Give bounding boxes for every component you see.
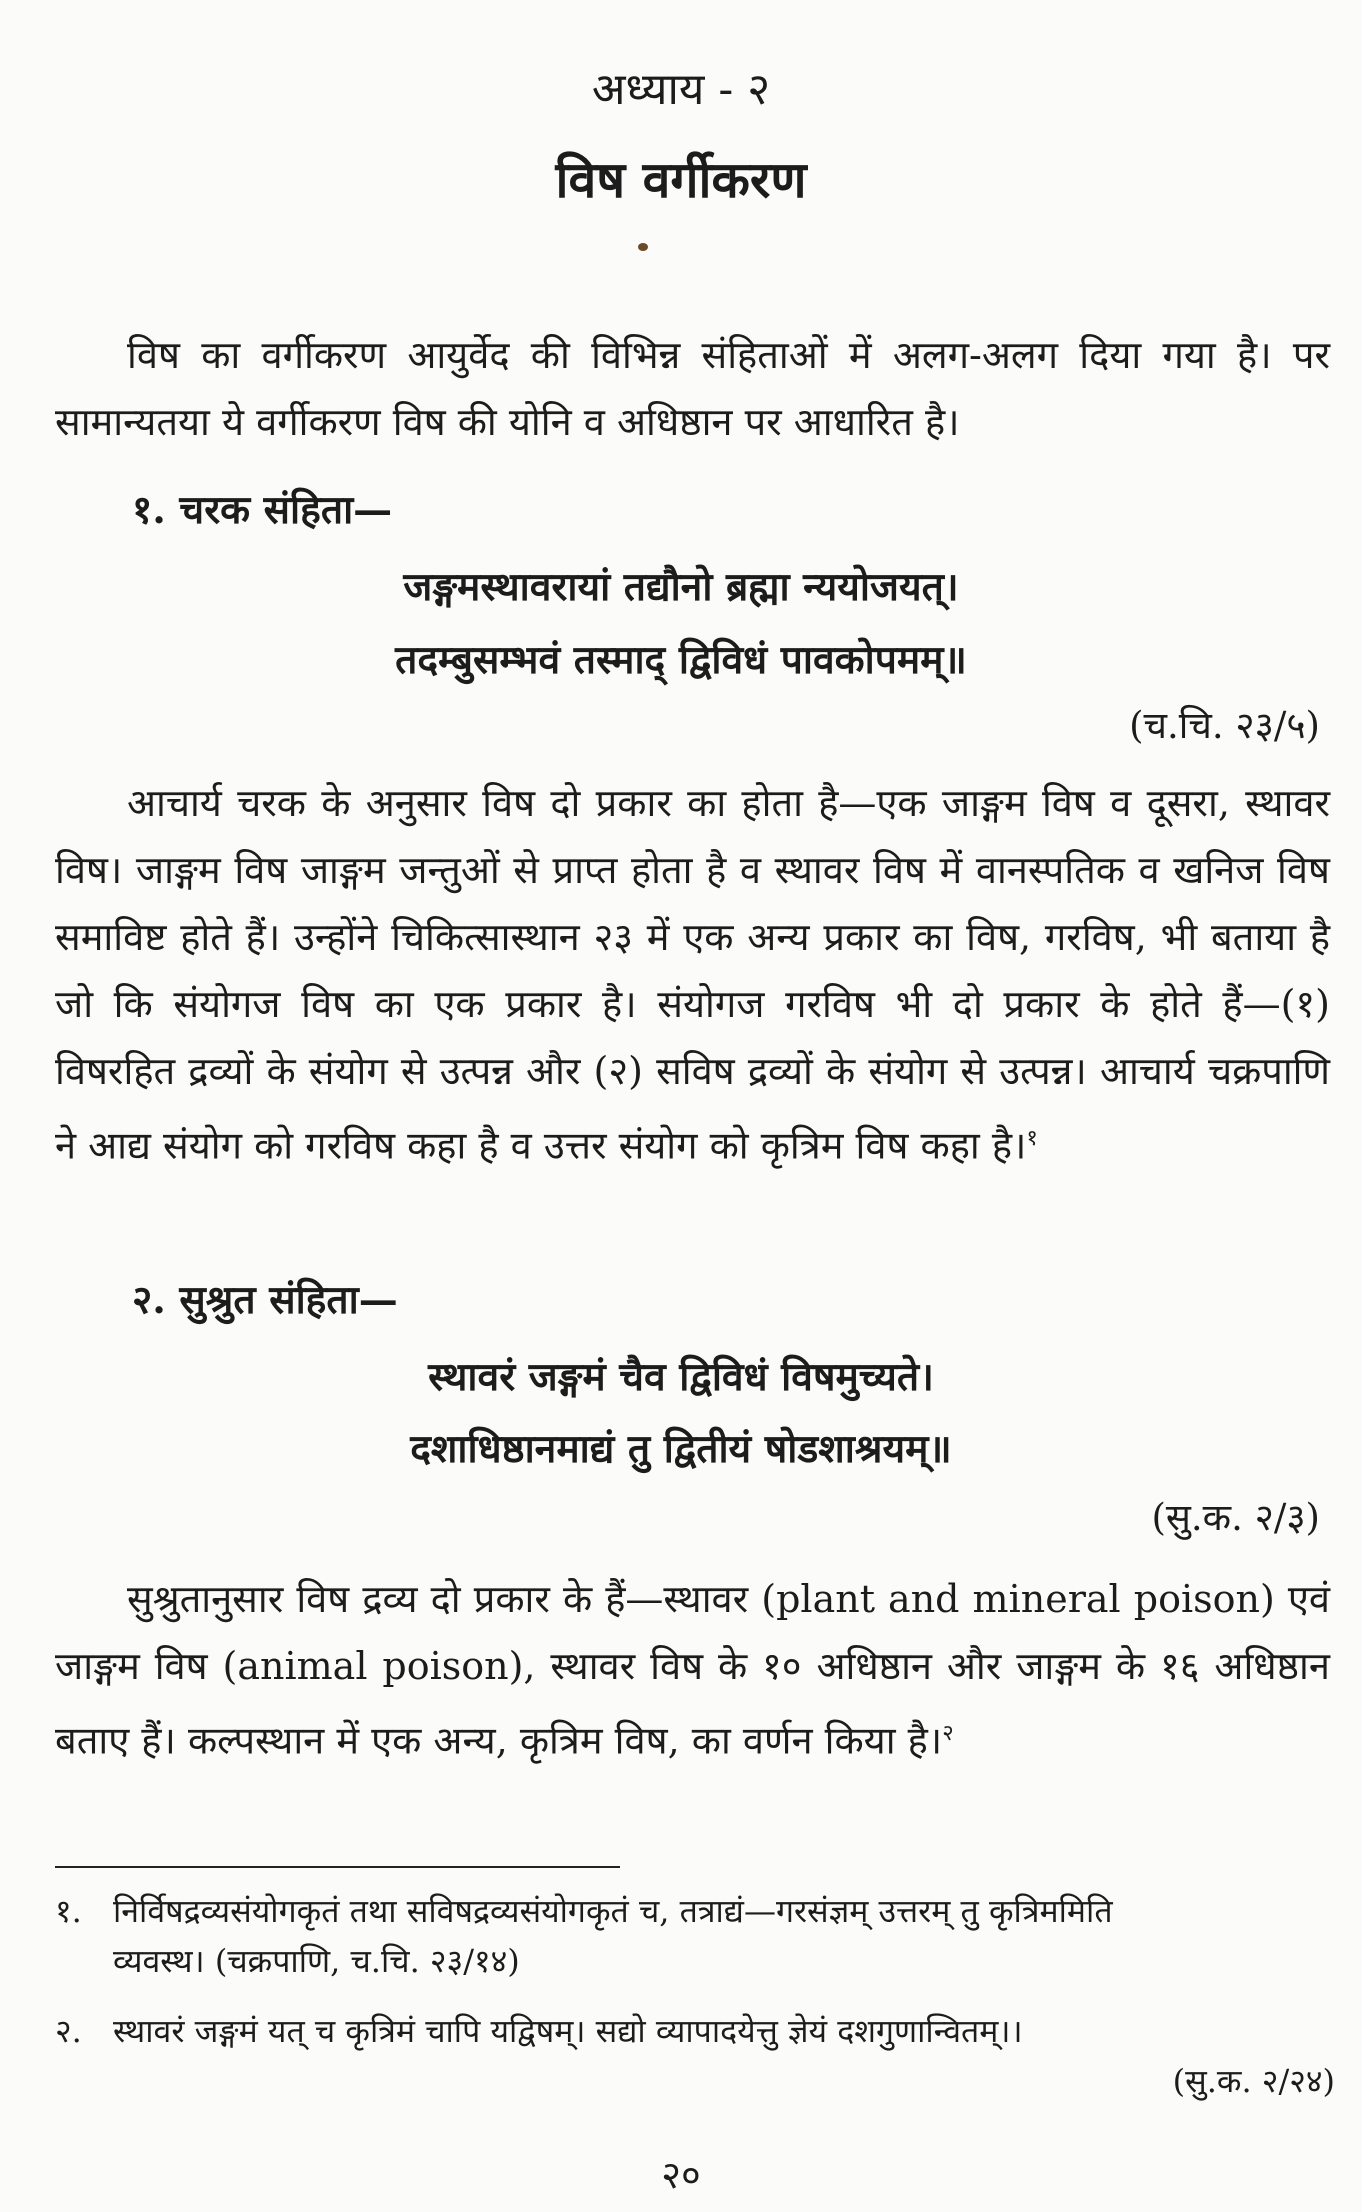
ink-speck bbox=[638, 243, 648, 251]
intro-paragraph bbox=[55, 322, 1330, 456]
chapter-label: अध्याय - २ bbox=[591, 64, 771, 115]
footnote-reference: (सु.क. २/२४) bbox=[1172, 2062, 1335, 2100]
footnote-text: स्थावरं जङ्गमं यत् च कृत्रिमं चापि यद्विषम्। सद्यो व्यापादयेत्तु ज्ञेयं दशगुणान्वितम्।। bbox=[113, 2012, 1023, 2050]
footnote-text: निर्विषद्रव्यसंयोगकृतं तथा सविषद्रव्यसंयोगकृतं च, तत्राद्यं—गरसंज्ञम् उत्तरम् तु कृत्रिममिति bbox=[113, 1892, 1113, 1930]
footnote-divider bbox=[55, 1866, 620, 1868]
charaka-text: आचार्य चरक के अनुसार विष दो प्रकार का होता है—एक जाङ्गम विष व दूसरा, स्थावर विष। जाङ्गम विष जाङ्गम जन्तुओं से प्राप्त होता है व स्थावर विष में वानस्पतिक व खनिज विष समाविष्ट होते हैं। उन्होंने चिकित्सास्थान २३ में एक अन्य प्रकार का विष, गरविष, भी बताया है जो कि संयोगज विष का एक प्रकार है। संयोगज गरविष भी दो प्रकार के होते हैं—(१) विषरहित द्रव्यों के संयोग से उत्पन्न और (२) सविष द्रव्यों के संयोग से उत्पन्न। आचार्य चक्रपाणि ने आद्य संयोग को गरविष कहा है व उत्तर संयोग को कृत्रिम विष कहा है। bbox=[55, 781, 1330, 1168]
footnote-1 bbox=[55, 1886, 1335, 1986]
verse-line: तदम्बुसम्भवं तस्माद् द्विविधं पावकोपमम्॥ bbox=[395, 637, 967, 683]
section-heading-charaka: १. चरक संहिता— bbox=[132, 487, 393, 533]
verse-line: दशाधिष्ठानमाद्यं तु द्वितीयं षोडशाश्रयम्॥ bbox=[410, 1426, 952, 1472]
intro-text: विष का वर्गीकरण आयुर्वेद की विभिन्न संहिताओं में अलग-अलग दिया गया है। पर सामान्यतया ये वर्गीकरण विष की योनि व अधिष्ठान पर आधारित है। bbox=[55, 333, 1330, 444]
verse-line: जङ्गमस्थावरायां तद्यौनो ब्रह्मा न्ययोजयत्। bbox=[403, 564, 959, 610]
footnote-number: २. bbox=[55, 2012, 82, 2050]
footnote-text: व्यवस्थ। (चक्रपाणि, च.चि. २३/१४) bbox=[113, 1942, 520, 1980]
footnote-number: १. bbox=[55, 1892, 82, 1930]
charaka-paragraph bbox=[55, 770, 1330, 1180]
footnote-2 bbox=[55, 2006, 1335, 2106]
verse-reference: (सु.क. २/३) bbox=[1151, 1496, 1320, 1539]
footnote-mark: १ bbox=[1026, 1126, 1038, 1151]
footnote-mark: २ bbox=[942, 1721, 954, 1746]
sushruta-paragraph bbox=[55, 1566, 1330, 1775]
page-number: २० bbox=[661, 2153, 701, 2197]
verse-line: स्थावरं जङ्गमं चैव द्विविधं विषमुच्यते। bbox=[428, 1354, 934, 1400]
verse-reference: (च.चि. २३/५) bbox=[1129, 704, 1320, 747]
page-title: विष वर्गीकरण bbox=[555, 150, 807, 209]
sushruta-text: सुश्रुतानुसार विष द्रव्य दो प्रकार के हैं—स्थावर (plant and mineral poison) एवं जाङ्गम विष (animal poison), स्थावर विष के १० अधिष्ठान और जाङ्गम के १६ अधिष्ठान बताए हैं। कल्पस्थान में एक अन्य, कृत्रिम विष, का वर्णन किया है। bbox=[55, 1577, 1330, 1763]
section-heading-sushruta: २. सुश्रुत संहिता— bbox=[132, 1277, 398, 1323]
